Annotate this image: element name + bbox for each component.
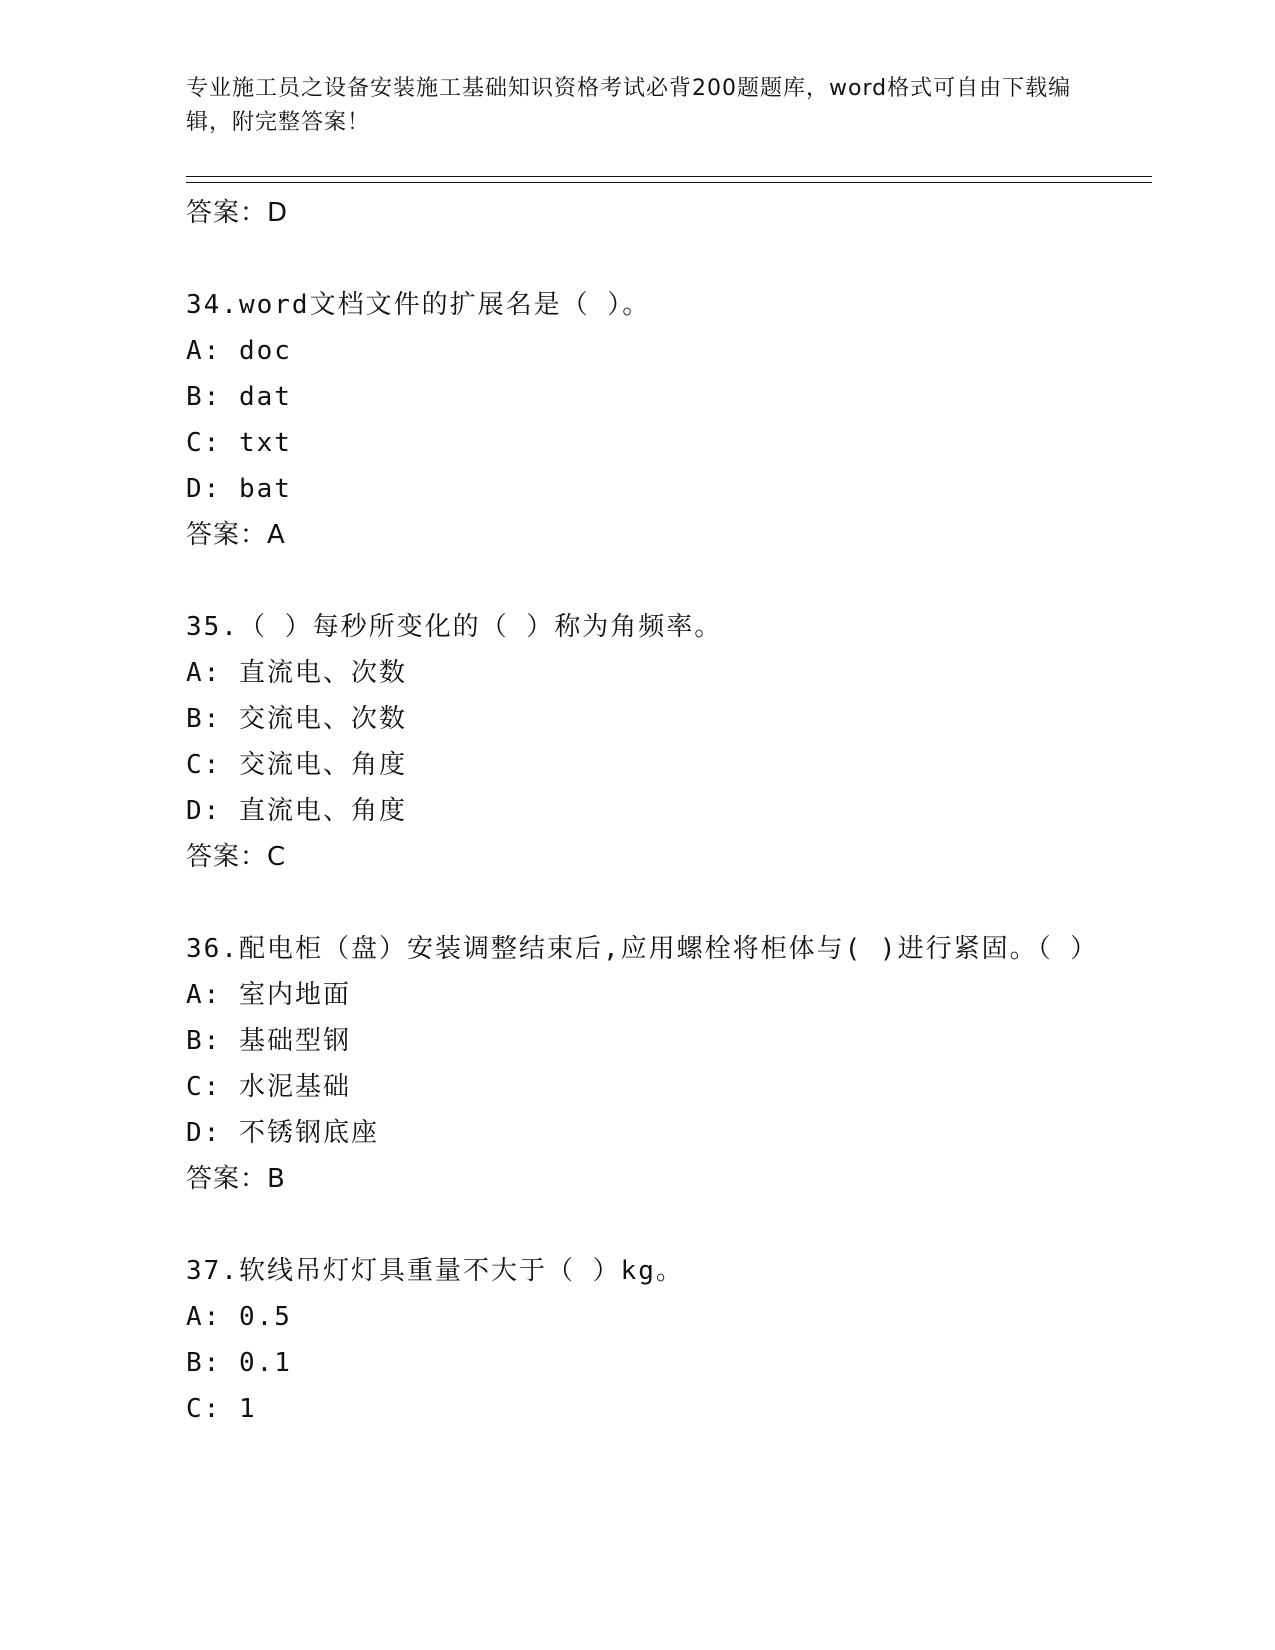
option-a: A: 室内地面	[186, 980, 351, 1010]
option-a: A: doc	[186, 336, 292, 366]
option-b: B: 交流电、次数	[186, 704, 407, 734]
answer-line: 答案：A	[186, 520, 286, 550]
spacer	[186, 880, 1086, 926]
question-stem: 34.word文档文件的扩展名是（ ）。	[186, 290, 651, 320]
answer-line: 答案：B	[186, 1164, 286, 1194]
spacer	[186, 558, 1086, 604]
question-stem: 37.软线吊灯灯具重量不大于（ ）kg。	[186, 1256, 684, 1286]
option-c: C: 水泥基础	[186, 1072, 351, 1102]
question-stem: 36.配电柜（盘）安装调整结束后,应用螺栓将柜体与( )进行紧固。（ ）	[186, 934, 1099, 964]
option-a: A: 直流电、次数	[186, 658, 407, 688]
option-b: B: 0.1	[186, 1348, 292, 1378]
option-d: D: 不锈钢底座	[186, 1118, 379, 1148]
question-stem: 35.（ ）每秒所变化的（ ）称为角频率。	[186, 612, 723, 642]
option-b: B: 基础型钢	[186, 1026, 351, 1056]
spacer	[186, 236, 1086, 282]
option-a: A: 0.5	[186, 1302, 292, 1332]
answer-line: 答案：D	[186, 198, 289, 228]
spacer	[186, 1202, 1086, 1248]
document-header: 专业施工员之设备安装施工基础知识资格考试必背200题题库，word格式可自由下载编辑，附完整答案！	[186, 76, 1072, 135]
question-list	[186, 190, 1099, 1432]
option-d: D: 直流电、角度	[186, 796, 407, 826]
option-b: B: dat	[186, 382, 292, 412]
header-divider-top	[186, 176, 1152, 177]
option-d: D: bat	[186, 474, 292, 504]
header-divider-bottom	[186, 182, 1152, 183]
option-c: C: 交流电、角度	[186, 750, 407, 780]
option-c: C: 1	[186, 1394, 257, 1424]
answer-line: 答案：C	[186, 842, 287, 872]
option-c: C: txt	[186, 428, 292, 458]
